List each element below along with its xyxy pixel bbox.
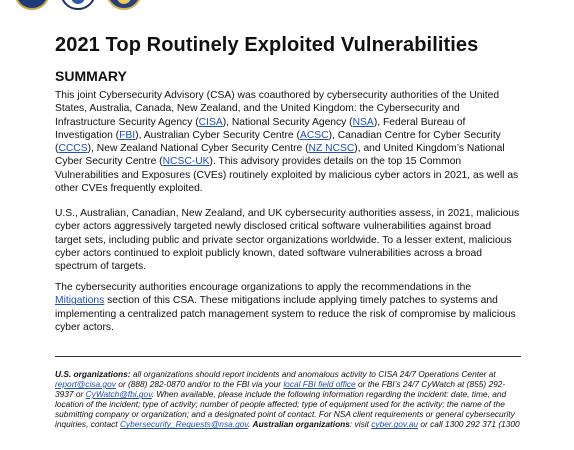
- link-fbi[interactable]: FBI: [119, 129, 136, 141]
- link-ncsc-uk[interactable]: NCSC-UK: [162, 156, 210, 168]
- link-nz-ncsc[interactable]: NZ NCSC: [308, 143, 355, 155]
- link-local-fbi-office[interactable]: local FBI field office: [283, 379, 356, 390]
- link-nsa-requests-email[interactable]: Cybersecurity_Requests@nsa.gov: [119, 419, 248, 430]
- text-run: This joint Cybersecurity Advisory (CSA) was coauthored by cybersecurity authorities of the United States, Australia, Canada, New Zealand, and the United Kingdom: the Cybersecurity and Infrastructure Security Agency (: [55, 90, 500, 128]
- cisa-seal-icon: [14, 0, 50, 10]
- text-run: : visit: [349, 419, 372, 430]
- text-run: ). This advisory provides details on the top 15 Common Vulnerabilities and Exposures (CVEs) routinely exploited by malicious cyber actors in 2021, as well as other CVEs frequently exploited.: [55, 156, 519, 195]
- summary-paragraph-3: [55, 281, 520, 334]
- text-run: ), New Zealand National Cyber Security Centre (: [87, 143, 309, 155]
- text-run: ), Canadian Centre for Cyber Security (: [55, 129, 501, 155]
- nsa-seal-icon: [60, 0, 96, 10]
- link-cyber-gov-au[interactable]: cyber.gov.au: [371, 419, 419, 430]
- text-run: ), National Security Agency (: [222, 116, 353, 128]
- link-cywatch-email[interactable]: CyWatch@fbi.gov: [85, 389, 152, 400]
- summary-heading: SUMMARY: [55, 68, 127, 84]
- fbi-seal-icon: [106, 0, 142, 10]
- summary-paragraph-2: U.S., Australian, Canadian, New Zealand, and UK cybersecurity authorities assess, in 2021, malicious cyber actors aggressively targeted newly disclosed critical software vulnerabilities against broad target sets, including public and private sector organizations worldwide. To a lesser extent, malicious cyber actors continued to exploit publicly known, dated software vulnerabilities across a broad spectrum of targets.: [55, 208, 520, 273]
- text-run: .: [247, 419, 253, 430]
- footer-bold-label: Australian organizations: [252, 419, 350, 430]
- text-run: The cybersecurity authorities encourage organizations to apply the recommendations in the: [55, 282, 472, 293]
- footer-bold-label: U.S. organizations:: [55, 369, 131, 379]
- link-mitigations[interactable]: Mitigations: [55, 295, 105, 307]
- text-run: ), Federal Bureau of Investigation (: [55, 116, 466, 141]
- footer-divider: [55, 356, 521, 357]
- text-run: or the FBI’s 24/7 CyWatch at (855) 292-3937 or: [55, 379, 506, 400]
- link-report-email[interactable]: report@cisa.gov: [55, 379, 116, 390]
- link-cccs[interactable]: CCCS: [58, 143, 88, 155]
- text-run: ), and United Kingdom’s National Cyber Security Centre (: [55, 143, 505, 168]
- summary-paragraph-1: [55, 89, 520, 195]
- link-nsa[interactable]: NSA: [352, 116, 374, 128]
- link-acsc[interactable]: ACSC: [299, 129, 329, 141]
- text-run: all organizations should report incidents and anomalous activity to CISA 24/7 Operations Center at: [130, 369, 496, 379]
- text-run: or (888) 282-0870 and/or to the FBI via your: [115, 379, 284, 390]
- link-cisa[interactable]: CISA: [198, 116, 223, 128]
- text-run: ), Australian Cyber Security Centre (: [135, 129, 300, 141]
- text-run: section of this CSA. These mitigations include applying timely patches to systems and implementing a centralized patch management system to reduce the risk of compromise by malicious cyber actors.: [55, 295, 516, 333]
- footer-notice: [55, 369, 523, 430]
- text-run: or call 1300 292 371 (1300: [418, 419, 520, 430]
- text-run: . When available, please include the following information regarding the incident: date, time, and location of the incident; type of activity; number of people affected; type of equipment used for the activity; the name of the submitting company or organization; and a designated point of contact. For NSA client requirements or general cybersecurity inquiries, contact: [55, 389, 515, 430]
- page-title: 2021 Top Routinely Exploited Vulnerabilities: [55, 34, 479, 56]
